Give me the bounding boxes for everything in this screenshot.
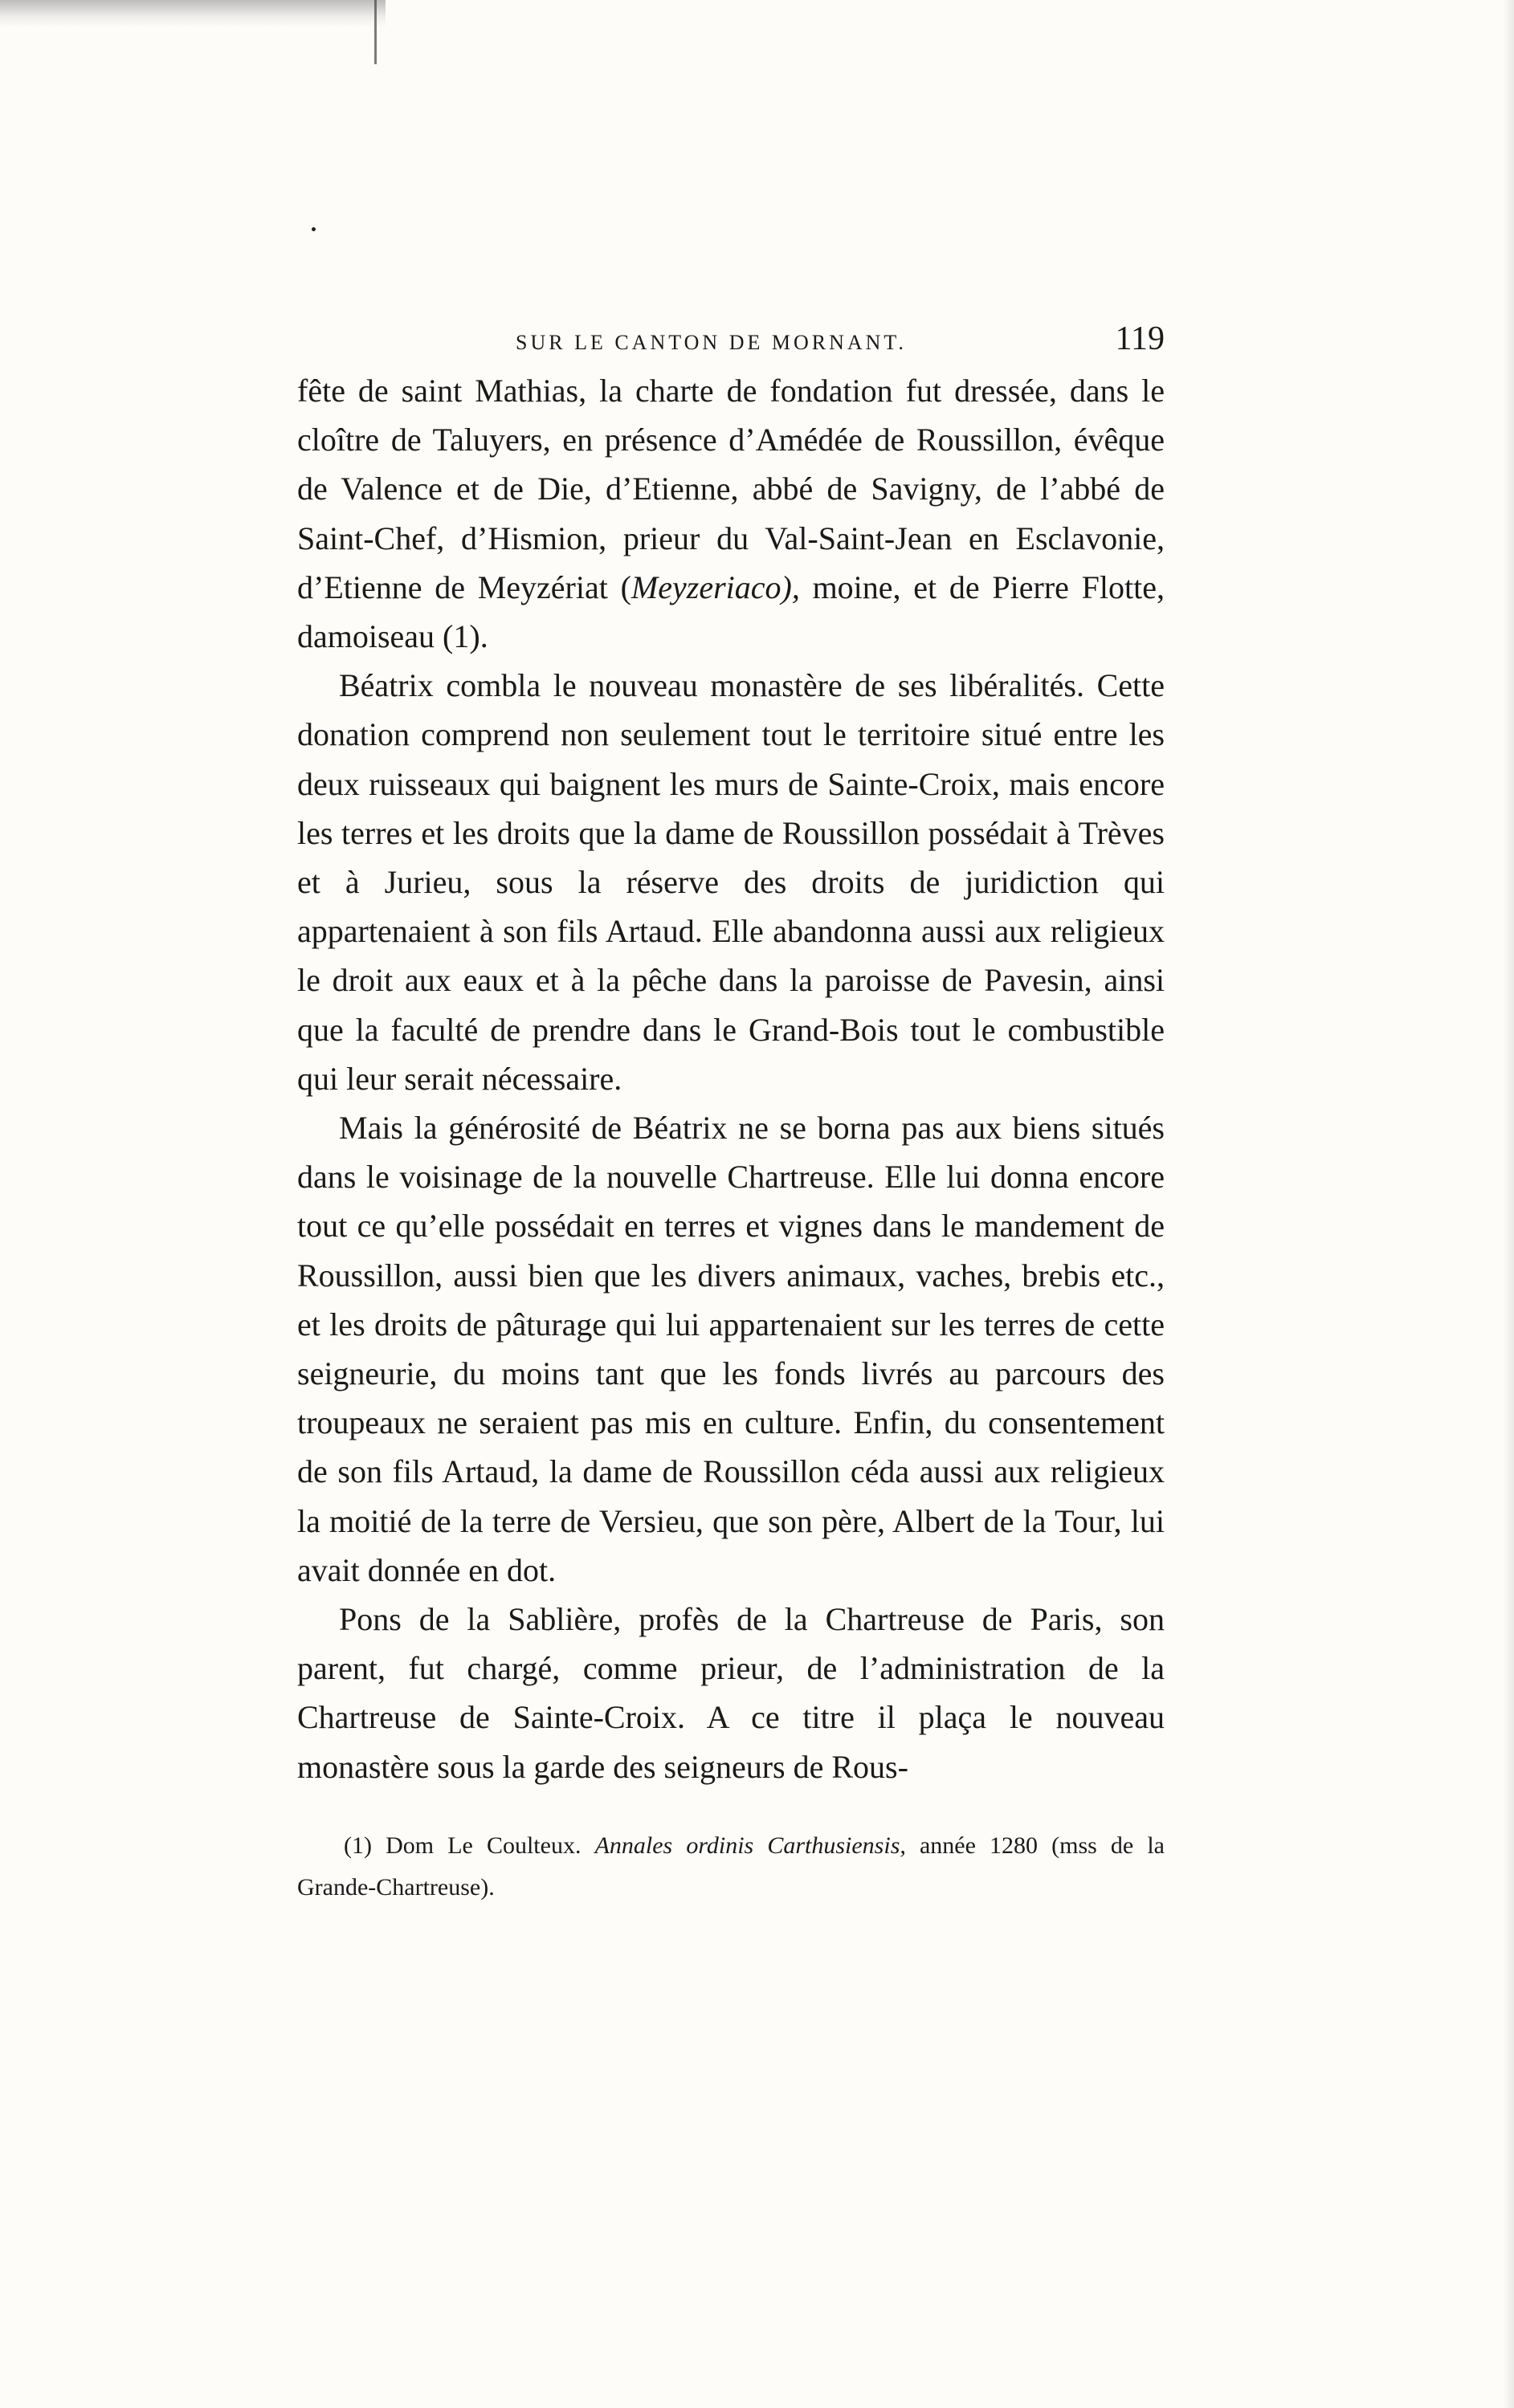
paragraph-generosity: Mais la générosité de Béatrix ne se borna pas aux biens situés dans le voisinage de la nouvelle Chartreuse. Elle lui donna encore tout ce qu’elle possédait en terres et vignes dans le mandement de Roussillon, aussi bien que les divers animaux, vaches, brebis etc., et les droits de pâturage qui lui appartenaient sur les terres de cette seigneurie, du moins tant que les fonds livrés au parcours des troupeaux ne seraient pas mis en culture. Enfin, du consentement de son fils Artaud, la dame de Roussillon céda aussi aux religieux la moitié de la terre de Versieu, que son père, Albert de la Tour, lui avait donnée en dot.	[297, 1110, 1165, 1588]
italic-latin-name: Meyzeriaco),	[630, 568, 800, 605]
paragraph-text: fête de saint Mathias, la charte de fondation fut dressée, dans le cloître de Taluyers, en présence d’Amédée de Roussillon, évêque de Valence et de Die, d’Etienne, abbé de Savigny, de l’abbé de Saint-Chef, d’Hismion, prieur du Val-Saint-Jean en Esclavonie, d’Etienne de Meyzériat (	[297, 373, 1165, 605]
book-page	[297, 313, 1165, 1933]
footnote-italic-title: Annales ordinis Carthusiensis,	[594, 1831, 906, 1859]
footnote	[297, 1825, 1165, 1909]
paragraph-continuation	[297, 366, 1165, 661]
footnote-text: année 1280 (mss de la Grande-Chartreuse).	[297, 1831, 1165, 1901]
footnote-text: (1) Dom Le Coulteux.	[344, 1831, 595, 1859]
paragraph-donation: Béatrix combla le nouveau monastère de ses libéralités. Cette donation comprend non seulement tout le territoire situé entre les deux ruisseaux qui baignent les murs de Sainte-Croix, mais encore les terres et les droits que la dame de Roussillon possédait à Trèves et à Jurieu, sous la réserve des droits de juridiction qui appartenaient à son fils Artaud. Elle abandonna aussi aux religieux le droit aux eaux et à la pêche dans la paroisse de Pavesin, ainsi que la faculté de prendre dans le Grand-Bois tout le combustible qui leur serait nécessaire.	[297, 667, 1165, 1097]
scan-edge-shadow	[0, 0, 386, 27]
running-head	[297, 313, 1165, 361]
paragraph-pons-de-la-sabliere: Pons de la Sablière, profès de la Chartreuse de Paris, son parent, fut chargé, comme prieur, de l’administration de la Chartreuse de Sainte-Croix. A ce titre il plaça le nouveau monastère sous la garde des seigneurs de Rous-	[297, 1601, 1165, 1785]
ink-speck	[312, 227, 316, 231]
scan-edge-mark	[374, 0, 377, 64]
page-number: 119	[1115, 320, 1165, 357]
running-title: SUR LE CANTON DE MORNANT.	[516, 331, 907, 354]
paragraph-text: moine, et de Pierre Flotte, damoiseau (1).	[297, 568, 1165, 655]
scan-right-shadow	[1503, 0, 1514, 2408]
